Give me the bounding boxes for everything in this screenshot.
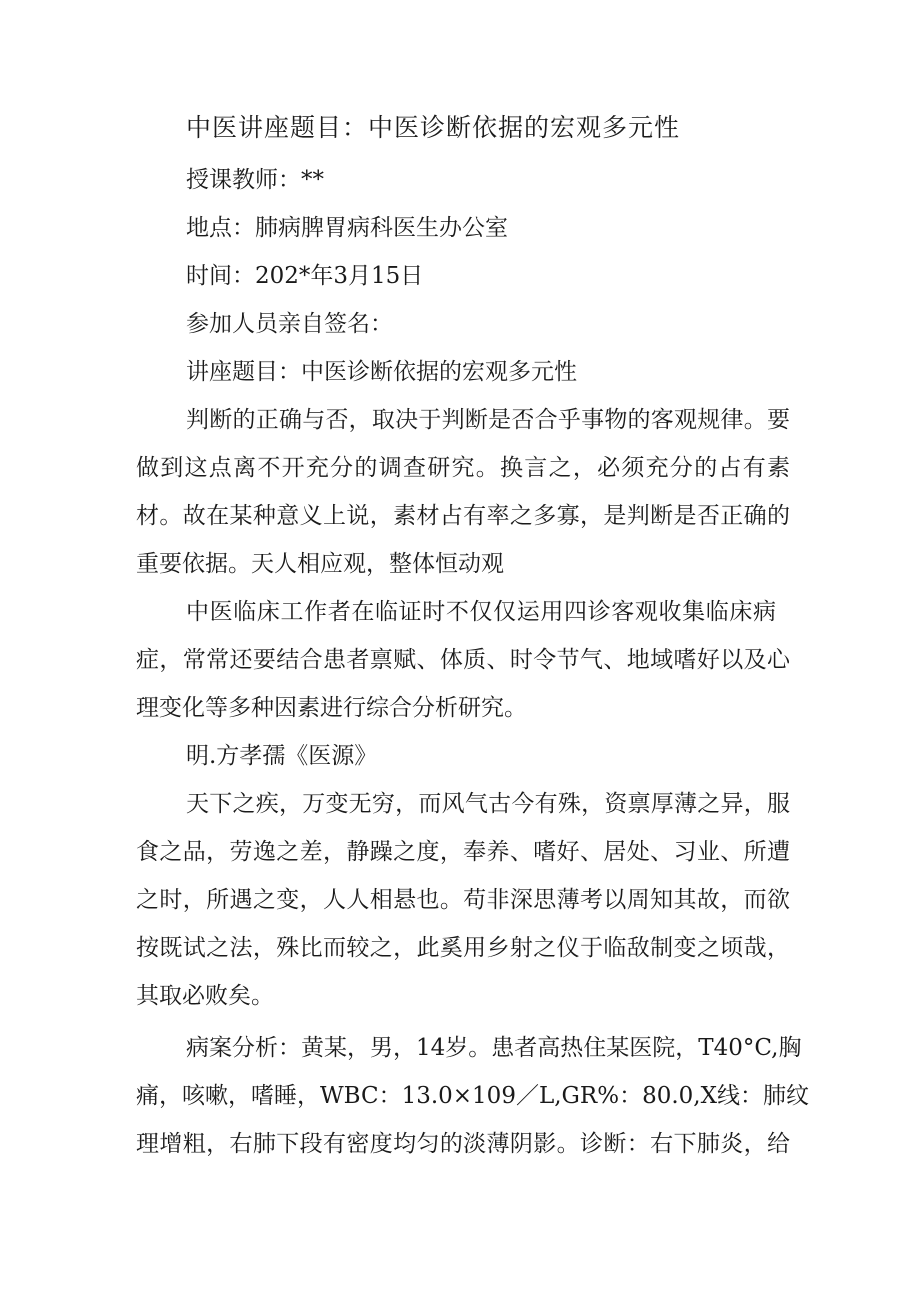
location-line: 地点：肺病脾胃病科医生办公室 (186, 215, 508, 241)
paragraph-1-line-4: 重要依据。天人相应观，整体恒动观 (136, 551, 504, 577)
paragraph-4-line-3: 理增粗，右肺下段有密度均匀的淡薄阴影。诊断：右下肺炎，给 (136, 1131, 790, 1157)
time-line: 时间：202*年3月15日 (186, 263, 424, 289)
paragraph-3-line-3: 之时，所遇之变，人人相悬也。苟非深思薄考以周知其故，而欲 (136, 887, 790, 913)
paragraph-3-line-2: 食之品，劳逸之差，静躁之度，奉养、嗜好、居处、习业、所遭 (136, 839, 790, 865)
paragraph-3-line-4: 按既试之法，殊比而较之，此奚用乡射之仪于临敌制变之顷哉， (136, 935, 790, 961)
paragraph-1-line-2: 做到这点离不开充分的调查研究。换言之，必须充分的占有素 (136, 455, 790, 481)
paragraph-1-line-3: 材。故在某种意义上说，素材占有率之多寡，是判断是否正确的 (136, 503, 790, 529)
paragraph-1-line-1: 判断的正确与否，取决于判断是否合乎事物的客观规律。要 (186, 407, 790, 433)
paragraph-3-line-5: 其取必败矣。 (136, 983, 274, 1009)
paragraph-2-line-1: 中医临床工作者在临证时不仅仅运用四诊客观收集临床病 (186, 599, 776, 625)
paragraph-2-line-3: 理变化等多种因素进行综合分析研究。 (136, 695, 527, 721)
signature-line: 参加人员亲自签名： (186, 311, 393, 337)
paragraph-3-line-1: 天下之疾，万变无穷，而风气古今有殊，资禀厚薄之异，服 (186, 791, 790, 817)
paragraph-4-line-1: 病案分析：黄某，男，14岁。患者高热住某医院，T40°C,胸 (186, 1035, 802, 1061)
topic-line: 讲座题目：中医诊断依据的宏观多元性 (186, 359, 577, 385)
document-title: 中医讲座题目：中医诊断依据的宏观多元性 (186, 113, 681, 142)
teacher-line: 授课教师：** (186, 167, 324, 193)
paragraph-2-line-2: 症，常常还要结合患者禀赋、体质、时令节气、地域嗜好以及心 (136, 647, 790, 673)
citation-line: 明.方孝孺《医源》 (186, 743, 378, 769)
paragraph-4-line-2: 痛，咳嗽，嗜睡，WBC：13.0×109／L,GR%：80.0,X线：肺纹 (136, 1083, 809, 1109)
